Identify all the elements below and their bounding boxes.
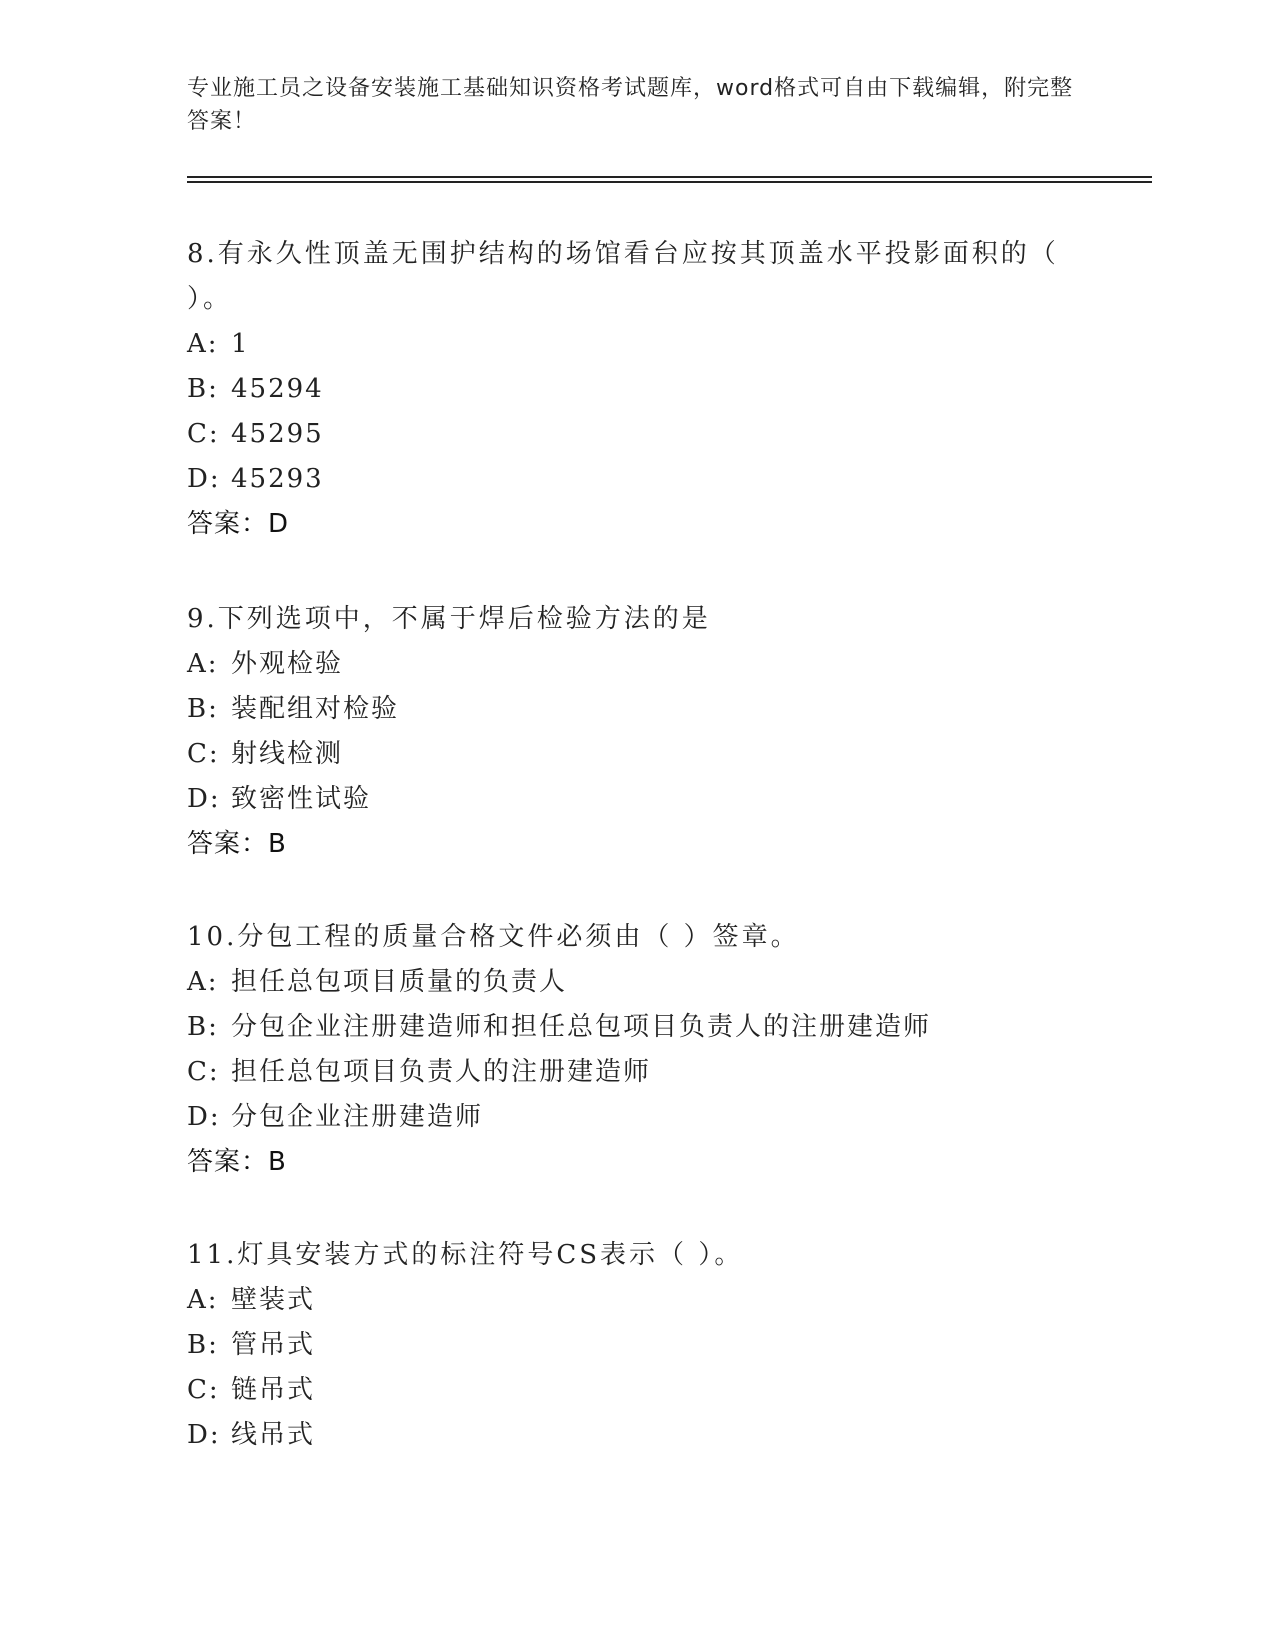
- option-letter: C:: [187, 1375, 220, 1405]
- option-letter: B:: [187, 1012, 219, 1042]
- option-c: [187, 1050, 1067, 1095]
- option-letter: B:: [187, 374, 219, 404]
- option-d: [187, 457, 1067, 502]
- option-letter: D:: [187, 464, 221, 494]
- question-10: [187, 915, 1067, 1185]
- answer-line: 答案：D: [187, 509, 290, 539]
- question-stem: 11.灯具安装方式的标注符号CS表示（ ）。: [187, 1240, 744, 1270]
- question-8: [187, 232, 1067, 547]
- option-b: [187, 687, 1067, 732]
- option-a: [187, 642, 1067, 687]
- option-text: 壁装式: [231, 1285, 316, 1315]
- option-d: [187, 1413, 1067, 1458]
- question-11: [187, 1233, 1067, 1458]
- option-text: 1: [231, 329, 250, 359]
- question-stem: 8.有永久性顶盖无围护结构的场馆看台应按其顶盖水平投影面积的（ ）。: [187, 239, 1059, 314]
- option-letter: C:: [187, 419, 220, 449]
- option-text: 线吊式: [231, 1420, 316, 1450]
- option-text: 担任总包项目负责人的注册建造师: [231, 1057, 652, 1087]
- option-c: [187, 732, 1067, 777]
- option-b: [187, 1323, 1067, 1368]
- header-rule-bottom: [187, 181, 1152, 183]
- question-stem: 9.下列选项中，不属于焊后检验方法的是: [187, 604, 711, 634]
- option-c: [187, 1368, 1067, 1413]
- option-b: [187, 367, 1067, 412]
- option-c: [187, 412, 1067, 457]
- option-text: 45294: [231, 374, 324, 404]
- option-text: 分包企业注册建造师: [231, 1102, 484, 1132]
- option-letter: D:: [187, 1102, 221, 1132]
- question-9: [187, 597, 1067, 867]
- option-text: 外观检验: [231, 649, 344, 679]
- option-text: 致密性试验: [231, 784, 372, 814]
- option-a: [187, 1278, 1067, 1323]
- option-text: 链吊式: [231, 1375, 316, 1405]
- answer-line: 答案：B: [187, 1147, 287, 1177]
- option-a: [187, 960, 1067, 1005]
- option-b: [187, 1005, 1067, 1050]
- option-text: 管吊式: [231, 1330, 316, 1360]
- option-letter: B:: [187, 694, 219, 724]
- option-letter: A:: [187, 1285, 219, 1315]
- option-text: 45295: [231, 419, 324, 449]
- option-letter: D:: [187, 1420, 221, 1450]
- option-d: [187, 777, 1067, 822]
- option-letter: B:: [187, 1330, 219, 1360]
- question-stem: 10.分包工程的质量合格文件必须由（ ）签章。: [187, 922, 800, 952]
- option-text: 装配组对检验: [231, 694, 400, 724]
- option-letter: A:: [187, 649, 219, 679]
- option-text: 射线检测: [231, 739, 344, 769]
- option-d: [187, 1095, 1067, 1140]
- header-rule-top: [187, 176, 1152, 178]
- option-letter: C:: [187, 739, 220, 769]
- option-a: [187, 322, 1067, 367]
- option-letter: A:: [187, 329, 219, 359]
- option-text: 分包企业注册建造师和担任总包项目负责人的注册建造师: [231, 1012, 932, 1042]
- option-text: 担任总包项目质量的负责人: [231, 967, 568, 997]
- option-letter: C:: [187, 1057, 220, 1087]
- document-header: 专业施工员之设备安装施工基础知识资格考试题库，word格式可自由下载编辑，附完整答案！: [187, 76, 1074, 134]
- option-text: 45293: [231, 464, 324, 494]
- answer-line: 答案：B: [187, 829, 287, 859]
- option-letter: D:: [187, 784, 221, 814]
- option-letter: A:: [187, 967, 219, 997]
